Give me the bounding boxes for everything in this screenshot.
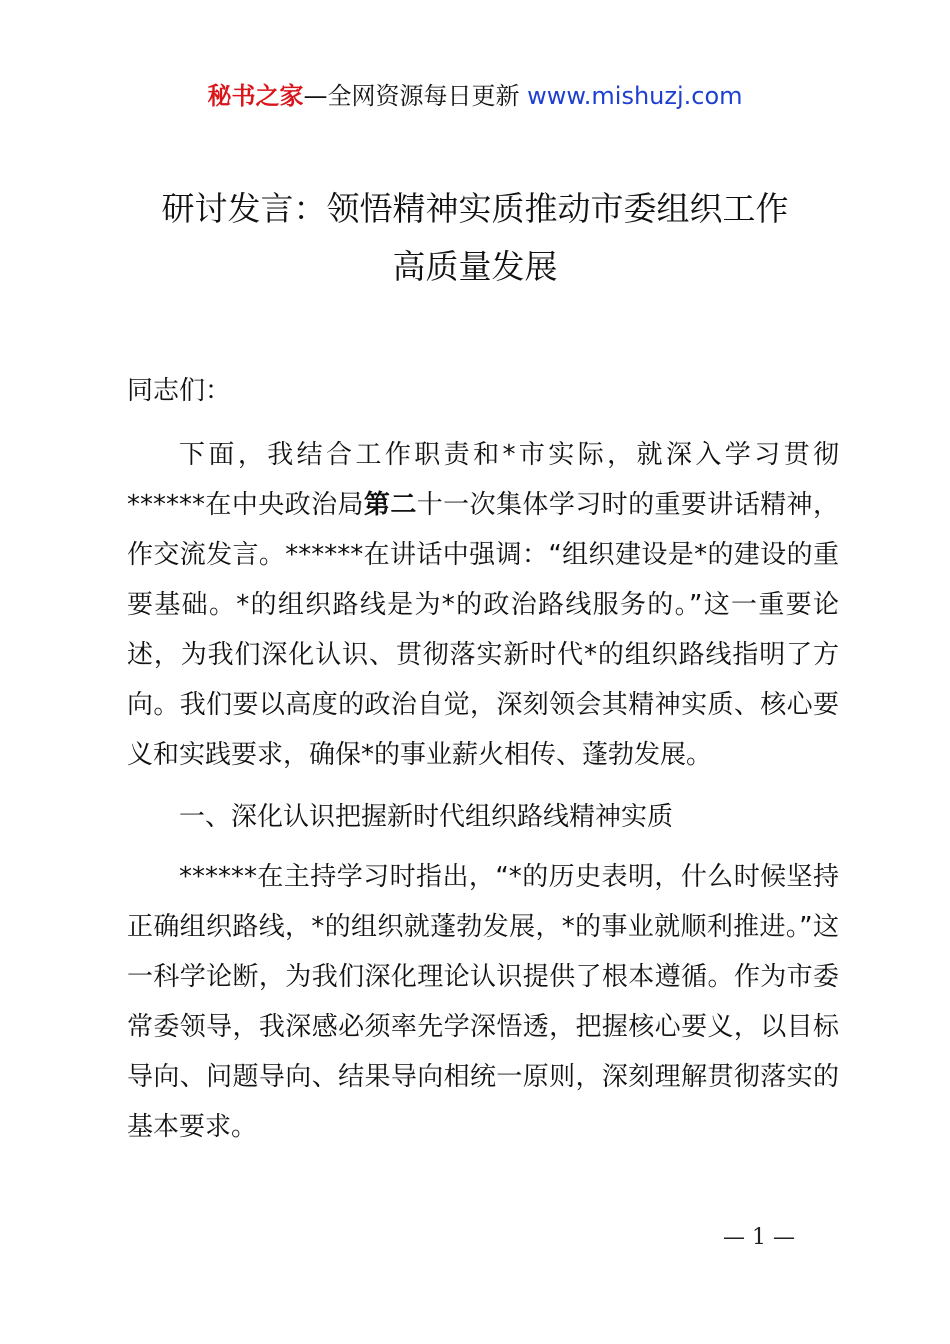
body-paragraph-2: ******在主持学习时指出，“*的历史表明，什么时候坚持正确组织路线，*的组织就蓬勃发展，*的事业就顺利推进。”这一科学论断，为我们深化理论认识提供了根本遵循。作为市委常委领导，我深感必须率先学深悟透，把握核心要义，以目标导向、问题导向、结果导向相统一原则，深刻理解贯彻落实的基本要求。 [127,862,839,1142]
site-header [0,80,950,112]
salutation: 同志们： [127,376,232,406]
paragraph-1-bold-text: 第二 [363,490,417,520]
paragraph-1-text-start: 下面，我结合工作职责和*市实际，就深入学习贯彻******在中央政治局 [127,440,839,520]
section-heading-1: 一、深化认识把握新时代组织路线精神实质 [179,802,674,832]
site-tagline: —全网资源每日更新 [303,82,520,110]
document-title [0,180,950,296]
document-title-line-1: 研讨发言：领悟精神实质推动市委组织工作 [161,189,789,228]
site-brand: 秘书之家 [207,82,304,110]
document-title-line-2: 高质量发展 [392,247,558,286]
paragraph-1-text-end: 十一次集体学习时的重要讲话精神，作交流发言。******在讲话中强调：“组织建设是*的建设的重要基础。*的组织路线是为*的政治路线服务的。”这一重要论述，为我们深化认识、贯彻落实新时代*的组织路线指明了方向。我们要以高度的政治自觉，深刻领会其精神实质、核心要义和实践要求，确保*的事业薪火相传、蓬勃发展。 [127,490,839,770]
page-number: — 1 — [723,1225,795,1250]
site-url-link[interactable]: www.mishuzj.com [527,82,743,110]
body-paragraph-1 [127,430,839,780]
